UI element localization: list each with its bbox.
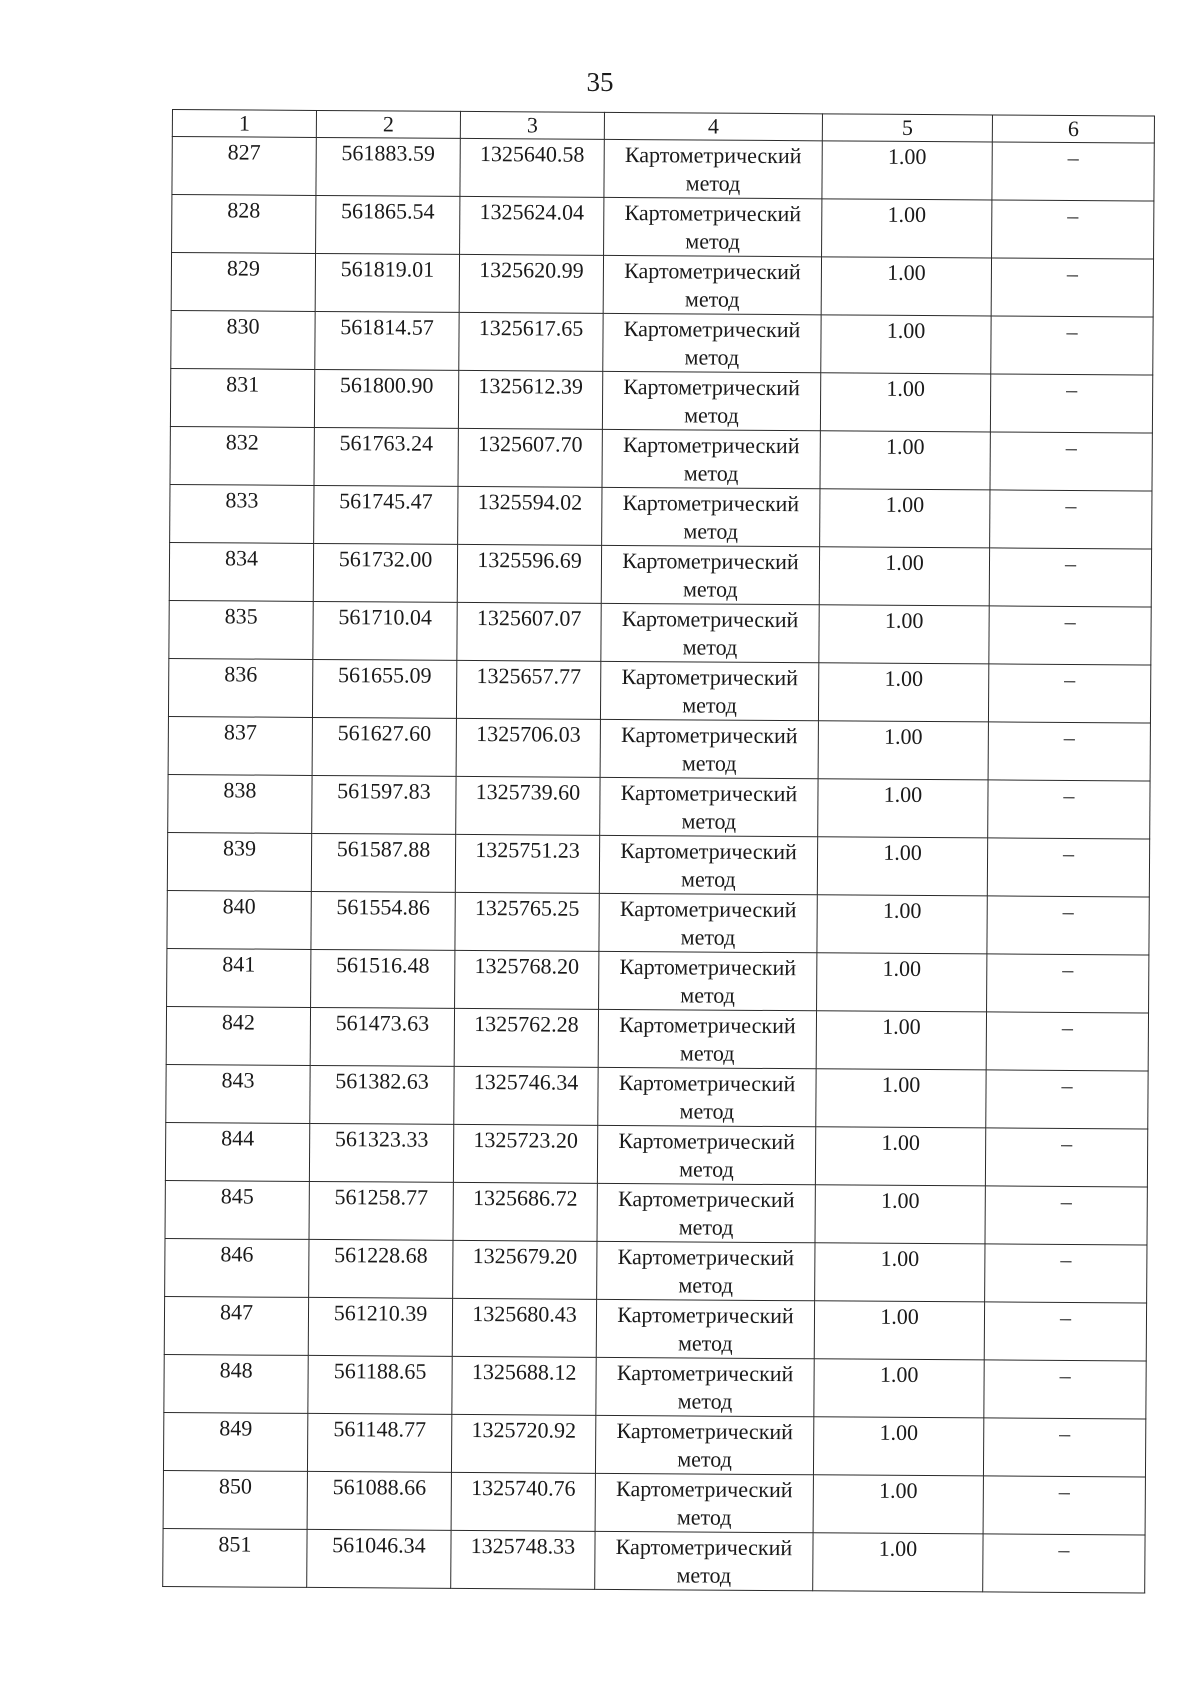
method-cell: Картометрический метод: [599, 893, 817, 952]
method-cell: Картометрический метод: [597, 1241, 815, 1300]
point-number-cell: 844: [165, 1122, 309, 1181]
table-row: [163, 1470, 1145, 1535]
description-cell: –: [989, 548, 1151, 607]
y-coordinate-cell: 1325686.72: [453, 1182, 597, 1241]
x-coordinate-cell: 561258.77: [309, 1181, 453, 1240]
accuracy-cell: 1.00: [816, 1069, 986, 1128]
table-row: [165, 1180, 1147, 1245]
table-row: [167, 948, 1149, 1013]
x-coordinate-cell: 561148.77: [307, 1413, 451, 1472]
point-number-cell: 842: [166, 1006, 310, 1065]
description-cell: –: [987, 896, 1149, 955]
y-coordinate-cell: 1325679.20: [453, 1240, 597, 1299]
y-coordinate-cell: 1325739.60: [456, 776, 600, 835]
y-coordinate-cell: 1325746.34: [454, 1066, 598, 1125]
point-number-cell: 832: [170, 426, 314, 485]
x-coordinate-cell: 561655.09: [312, 659, 456, 718]
table-row: [172, 137, 1154, 202]
y-coordinate-cell: 1325762.28: [454, 1008, 598, 1067]
table-row: [172, 195, 1154, 260]
point-number-cell: 829: [171, 253, 315, 312]
method-cell: Картометрический метод: [600, 719, 818, 778]
description-cell: –: [991, 258, 1153, 317]
table-row: [171, 253, 1153, 318]
point-number-cell: 848: [164, 1354, 308, 1413]
x-coordinate-cell: 561597.83: [312, 775, 456, 834]
method-cell: Картометрический метод: [602, 371, 820, 430]
y-coordinate-cell: 1325617.65: [459, 312, 603, 371]
method-cell: Картометрический метод: [600, 661, 818, 720]
accuracy-cell: 1.00: [813, 1417, 983, 1476]
description-cell: –: [991, 316, 1153, 375]
coordinates-table: [162, 109, 1155, 1593]
y-coordinate-cell: 1325607.07: [457, 602, 601, 661]
table-row: [169, 600, 1151, 665]
y-coordinate-cell: 1325594.02: [458, 486, 602, 545]
method-cell: Картометрический метод: [602, 487, 820, 546]
description-cell: –: [988, 722, 1150, 781]
method-cell: Картометрический метод: [599, 835, 817, 894]
point-number-cell: 836: [168, 658, 312, 717]
description-cell: –: [987, 954, 1149, 1013]
y-coordinate-cell: 1325688.12: [452, 1356, 596, 1415]
accuracy-cell: 1.00: [820, 431, 990, 490]
method-cell: Картометрический метод: [595, 1531, 813, 1590]
y-coordinate-cell: 1325751.23: [455, 834, 599, 893]
accuracy-cell: 1.00: [821, 315, 991, 374]
x-coordinate-cell: 561188.65: [308, 1355, 452, 1414]
description-cell: –: [990, 432, 1152, 491]
method-cell: Картометрический метод: [598, 1009, 816, 1068]
point-number-cell: 834: [169, 542, 313, 601]
method-cell: Картометрический метод: [604, 139, 822, 198]
y-coordinate-cell: 1325640.58: [460, 138, 604, 197]
y-coordinate-cell: 1325607.70: [458, 428, 602, 487]
y-coordinate-cell: 1325624.04: [460, 196, 604, 255]
table-row: [167, 890, 1149, 955]
accuracy-cell: 1.00: [821, 257, 991, 316]
description-cell: –: [983, 1418, 1145, 1477]
description-cell: –: [985, 1128, 1147, 1187]
method-cell: Картометрический метод: [601, 545, 819, 604]
y-coordinate-cell: 1325723.20: [453, 1124, 597, 1183]
accuracy-cell: 1.00: [819, 547, 989, 606]
x-coordinate-cell: 561883.59: [316, 137, 460, 196]
point-number-cell: 839: [167, 832, 311, 891]
method-cell: Картометрический метод: [601, 603, 819, 662]
x-coordinate-cell: 561865.54: [316, 195, 460, 254]
accuracy-cell: 1.00: [815, 1127, 985, 1186]
table-row: [165, 1238, 1147, 1303]
description-cell: –: [992, 200, 1154, 259]
table-row: [166, 1006, 1148, 1071]
accuracy-cell: 1.00: [814, 1359, 984, 1418]
table-row: [171, 310, 1153, 375]
y-coordinate-cell: 1325657.77: [456, 660, 600, 719]
y-coordinate-cell: 1325720.92: [451, 1414, 595, 1473]
accuracy-cell: 1.00: [818, 663, 988, 722]
y-coordinate-cell: 1325748.33: [451, 1530, 595, 1589]
y-coordinate-cell: 1325620.99: [459, 254, 603, 313]
description-cell: –: [985, 1244, 1147, 1303]
description-cell: –: [983, 1476, 1145, 1535]
y-coordinate-cell: 1325596.69: [457, 544, 601, 603]
table-row: [163, 1528, 1145, 1593]
x-coordinate-cell: 561228.68: [309, 1239, 453, 1298]
accuracy-cell: 1.00: [818, 721, 988, 780]
point-number-cell: 835: [169, 600, 313, 659]
method-cell: Картометрический метод: [599, 951, 817, 1010]
description-cell: –: [989, 606, 1151, 665]
point-number-cell: 846: [165, 1238, 309, 1297]
point-number-cell: 845: [165, 1180, 309, 1239]
x-coordinate-cell: 561323.33: [309, 1123, 453, 1182]
accuracy-cell: 1.00: [817, 895, 987, 954]
x-coordinate-cell: 561516.48: [311, 949, 455, 1008]
x-coordinate-cell: 561710.04: [313, 601, 457, 660]
column-header: 4: [604, 112, 822, 140]
accuracy-cell: 1.00: [820, 373, 990, 432]
accuracy-cell: 1.00: [813, 1475, 983, 1534]
accuracy-cell: 1.00: [817, 837, 987, 896]
description-cell: –: [987, 838, 1149, 897]
table-row: [167, 832, 1149, 897]
method-cell: Картометрический метод: [595, 1473, 813, 1532]
page-number: 35: [586, 67, 614, 97]
y-coordinate-cell: 1325680.43: [452, 1298, 596, 1357]
table-row: [168, 774, 1150, 839]
point-number-cell: 847: [164, 1296, 308, 1355]
method-cell: Картометрический метод: [596, 1357, 814, 1416]
column-header: 5: [822, 114, 992, 142]
method-cell: Картометрический метод: [600, 777, 818, 836]
accuracy-cell: 1.00: [820, 489, 990, 548]
point-number-cell: 843: [166, 1064, 310, 1123]
column-header: 6: [992, 115, 1154, 143]
point-number-cell: 849: [163, 1412, 307, 1471]
method-cell: Картометрический метод: [603, 255, 821, 314]
description-cell: –: [986, 1012, 1148, 1071]
column-header: 2: [316, 110, 460, 138]
description-cell: –: [988, 780, 1150, 839]
description-cell: –: [984, 1302, 1146, 1361]
method-cell: Картометрический метод: [604, 197, 822, 256]
table-row: [169, 542, 1151, 607]
method-cell: Картометрический метод: [596, 1299, 814, 1358]
y-coordinate-cell: 1325768.20: [455, 950, 599, 1009]
point-number-cell: 827: [172, 137, 316, 196]
y-coordinate-cell: 1325612.39: [458, 370, 602, 429]
accuracy-cell: 1.00: [814, 1301, 984, 1360]
table-row: [170, 426, 1152, 491]
method-cell: Картометрический метод: [603, 313, 821, 372]
point-number-cell: 831: [170, 368, 314, 427]
column-header: 1: [172, 110, 316, 138]
accuracy-cell: 1.00: [815, 1185, 985, 1244]
table-row: [170, 484, 1152, 549]
x-coordinate-cell: 561627.60: [312, 717, 456, 776]
method-cell: Картометрический метод: [595, 1415, 813, 1474]
x-coordinate-cell: 561473.63: [310, 1007, 454, 1066]
description-cell: –: [988, 664, 1150, 723]
table-row: [163, 1412, 1145, 1477]
description-cell: –: [983, 1534, 1145, 1593]
point-number-cell: 851: [163, 1528, 307, 1587]
table-row: [165, 1122, 1147, 1187]
x-coordinate-cell: 561382.63: [310, 1065, 454, 1124]
accuracy-cell: 1.00: [819, 605, 989, 664]
point-number-cell: 840: [167, 890, 311, 949]
description-cell: –: [992, 142, 1154, 201]
column-header: 3: [460, 111, 604, 139]
description-cell: –: [990, 490, 1152, 549]
x-coordinate-cell: 561814.57: [315, 311, 459, 370]
accuracy-cell: 1.00: [818, 779, 988, 838]
x-coordinate-cell: 561745.47: [314, 485, 458, 544]
method-cell: Картометрический метод: [597, 1183, 815, 1242]
point-number-cell: 850: [163, 1470, 307, 1529]
x-coordinate-cell: 561732.00: [313, 543, 457, 602]
y-coordinate-cell: 1325740.76: [451, 1472, 595, 1531]
table-row: [168, 658, 1150, 723]
table-row: [170, 368, 1152, 433]
method-cell: Картометрический метод: [597, 1125, 815, 1184]
table-row: [168, 716, 1150, 781]
x-coordinate-cell: 561046.34: [307, 1529, 451, 1588]
table-row: [164, 1296, 1146, 1361]
accuracy-cell: 1.00: [822, 199, 992, 258]
accuracy-cell: 1.00: [817, 953, 987, 1012]
accuracy-cell: 1.00: [815, 1243, 985, 1302]
accuracy-cell: 1.00: [813, 1533, 983, 1592]
accuracy-cell: 1.00: [816, 1011, 986, 1070]
method-cell: Картометрический метод: [602, 429, 820, 488]
description-cell: –: [986, 1070, 1148, 1129]
table-row: [166, 1064, 1148, 1129]
point-number-cell: 833: [170, 484, 314, 543]
point-number-cell: 837: [168, 716, 312, 775]
description-cell: –: [984, 1360, 1146, 1419]
point-number-cell: 841: [167, 948, 311, 1007]
point-number-cell: 838: [168, 774, 312, 833]
x-coordinate-cell: 561587.88: [311, 833, 455, 892]
point-number-cell: 830: [171, 310, 315, 369]
table-row: [164, 1354, 1146, 1419]
description-cell: –: [985, 1186, 1147, 1245]
x-coordinate-cell: 561210.39: [308, 1297, 452, 1356]
table-body: [163, 137, 1155, 1593]
x-coordinate-cell: 561763.24: [314, 427, 458, 486]
description-cell: –: [990, 374, 1152, 433]
method-cell: Картометрический метод: [598, 1067, 816, 1126]
x-coordinate-cell: 561554.86: [311, 891, 455, 950]
accuracy-cell: 1.00: [822, 141, 992, 200]
x-coordinate-cell: 561800.90: [314, 369, 458, 428]
y-coordinate-cell: 1325765.25: [455, 892, 599, 951]
x-coordinate-cell: 561088.66: [307, 1471, 451, 1530]
point-number-cell: 828: [172, 195, 316, 254]
y-coordinate-cell: 1325706.03: [456, 718, 600, 777]
x-coordinate-cell: 561819.01: [315, 253, 459, 312]
